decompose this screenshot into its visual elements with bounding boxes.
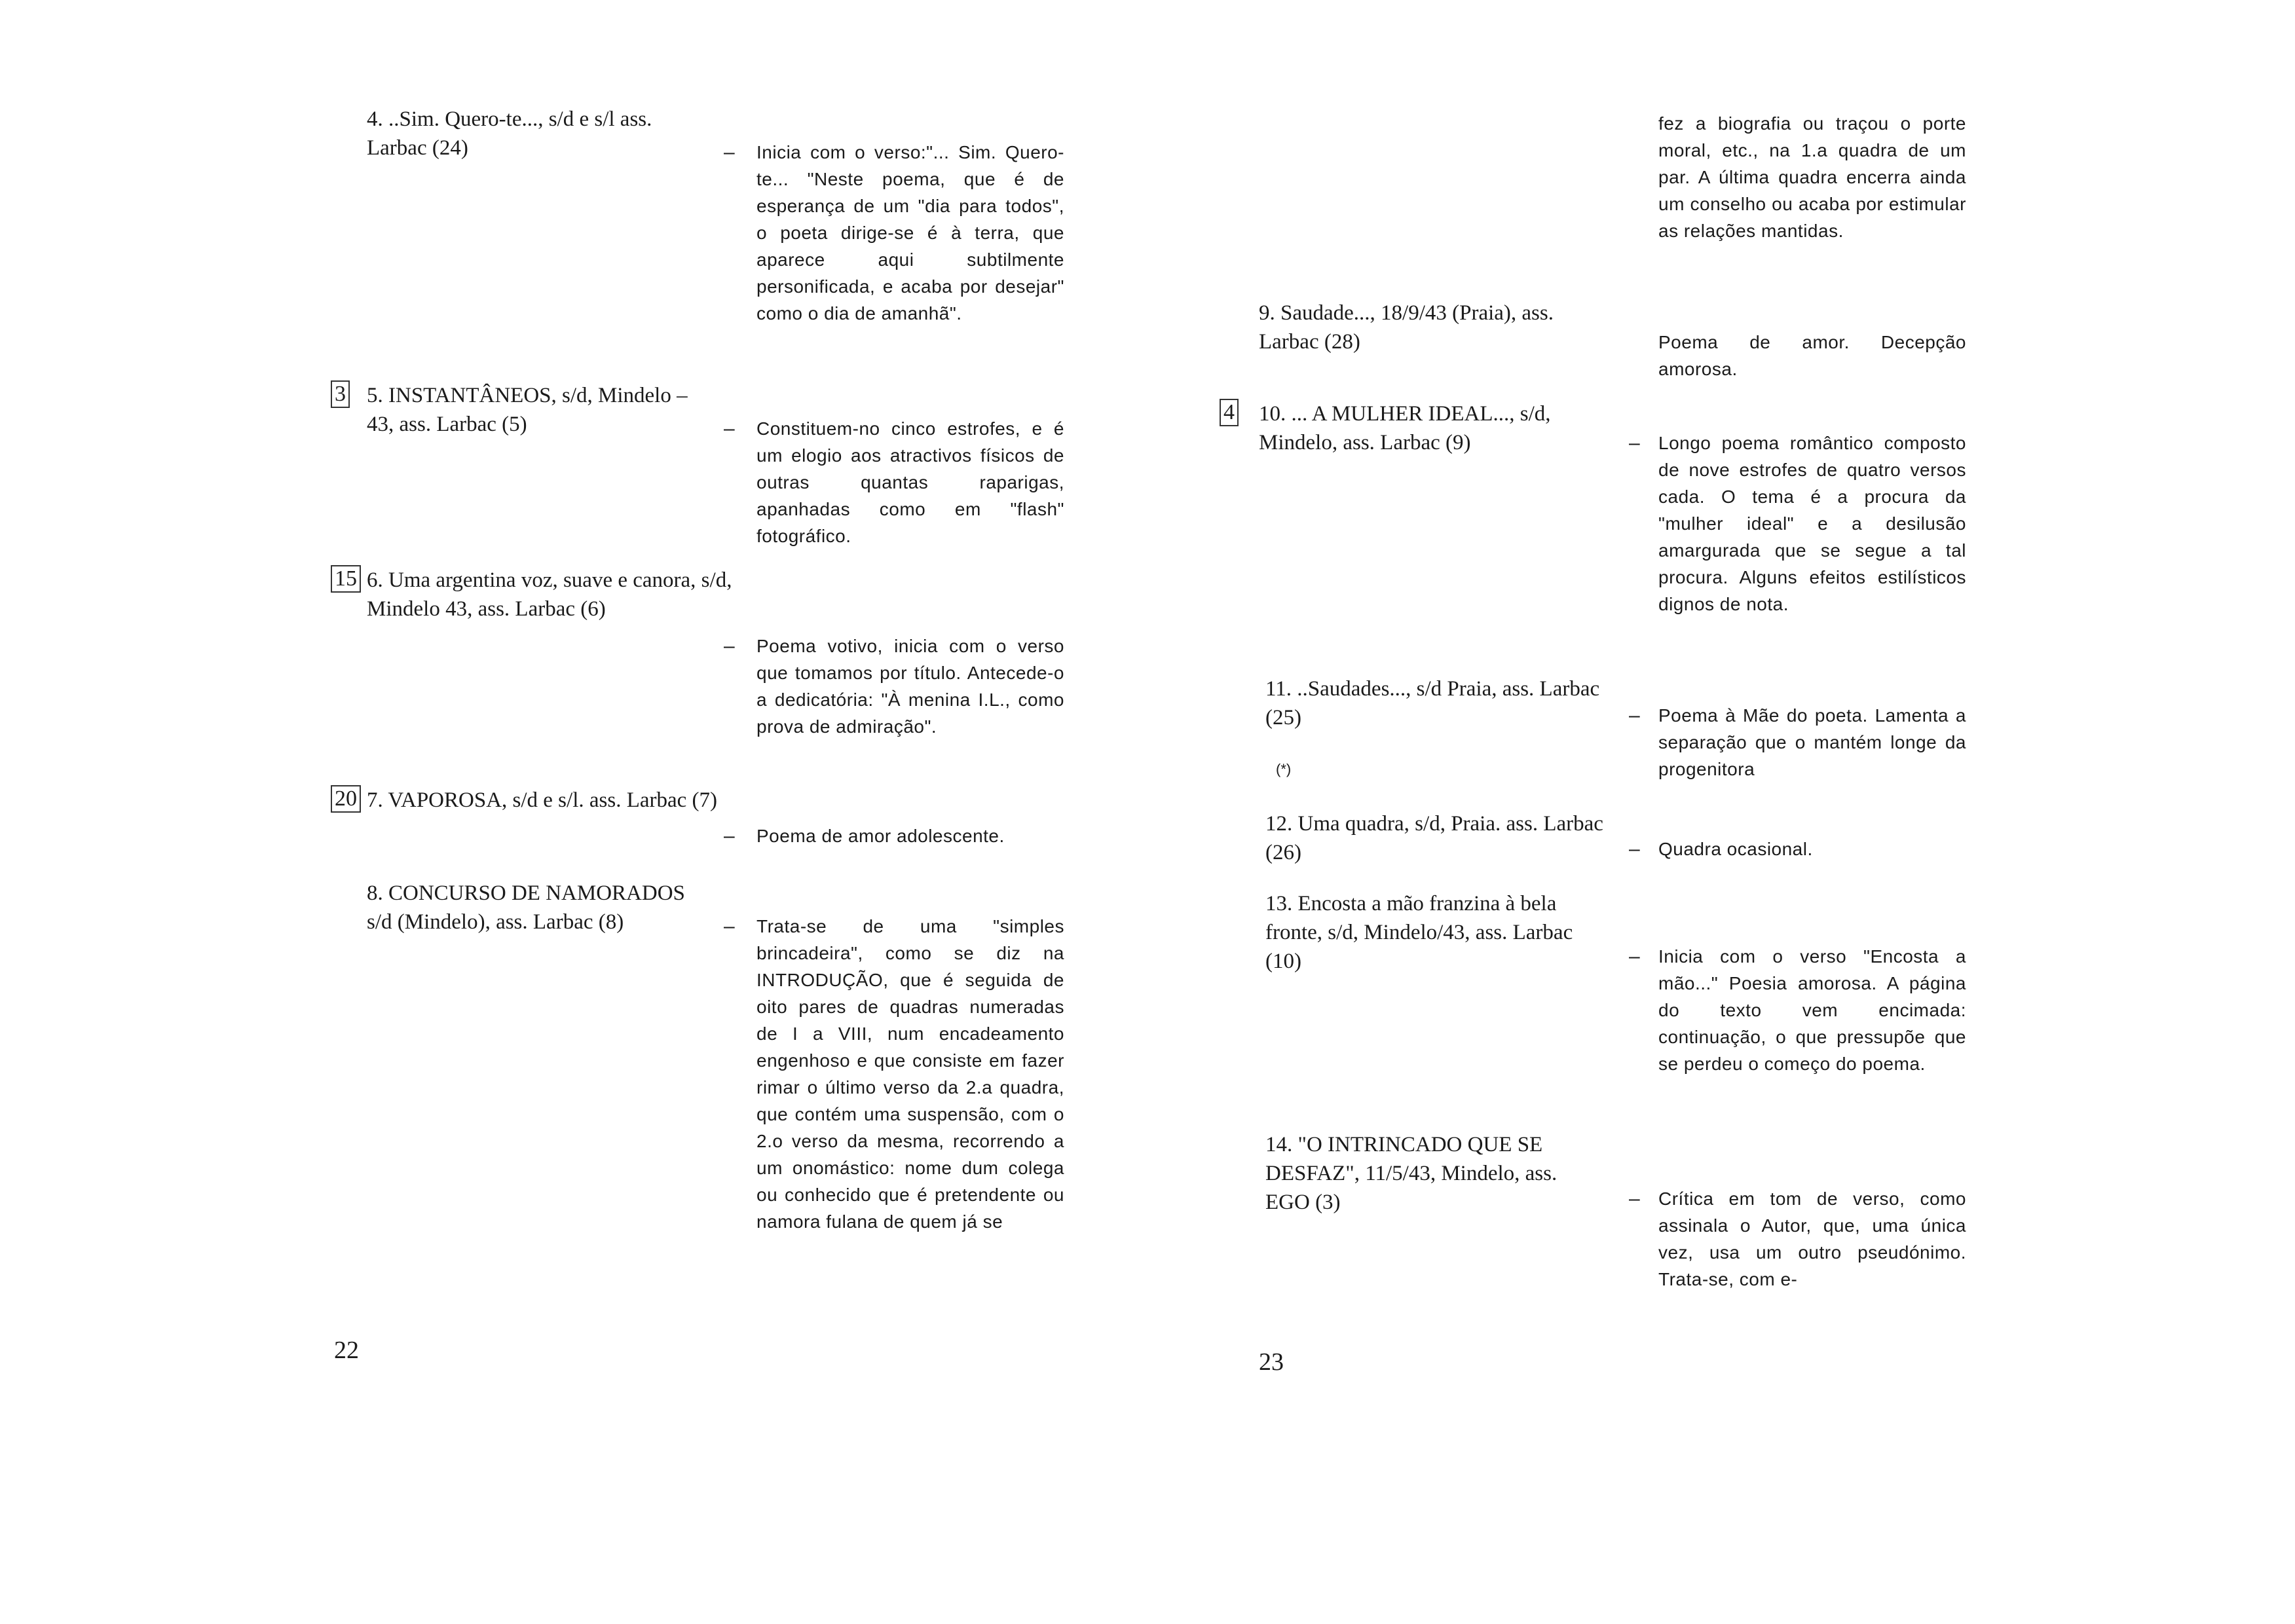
entry-description: Poema de amor. Decepção amorosa. [1658, 332, 1966, 379]
entry-description: Constituem-no cinco estrofes, e é um elogio aos atractivos físicos de outras quantas raparigas, apanhadas como em "flash" fotográfico. [756, 418, 1064, 546]
entry-code-box: 20 [331, 784, 361, 813]
entry-dash: – [1629, 705, 1640, 726]
entry-title: 6. Uma argentina voz, suave e canora, s/d, Mindelo 43, ass. Larbac (6) [367, 568, 732, 621]
entry-description: Inicia com o verso "Encosta a mão..." Poesia amorosa. A página do texto vem encimada: continuação, o que pressupõe que se perdeu o começo do poema. [1658, 946, 1966, 1074]
entry-dash: – [724, 635, 735, 657]
entry-title: 13. Encosta a mão franzina à bela fronte, s/d, Mindelo/43, ass. Larbac (10) [1265, 892, 1573, 973]
entry-title: 11. ..Saudades..., s/d Praia, ass. Larbac (25) [1265, 677, 1600, 729]
entry-description: Poema à Mãe do poeta. Lamenta a separação que o mantém longe da progenitora [1658, 705, 1966, 779]
entry-code-box: 4 [1220, 398, 1239, 427]
entry-description: Inicia com o verso:"... Sim. Quero-te... "Neste poema, que é de esperança de um "dia para todos", o poeta dirige-se é à terra, que aparece aqui subtilmente personificada, e acaba por desejar" como o dia de amanhã". [756, 142, 1064, 323]
entry-description: Quadra ocasional. [1658, 839, 1813, 859]
entry-dash: – [1629, 946, 1640, 967]
entry-code-box: 3 [331, 380, 350, 409]
entry-description: Poema votivo, inicia com o verso que tomamos por título. Antecede-o a dedicatória: "À menina I.L., como prova de admiração". [756, 636, 1064, 737]
entry-dash: – [1629, 1188, 1640, 1209]
entry-title: 7. VAPOROSA, s/d e s/l. ass. Larbac (7) [367, 788, 718, 812]
entry-description: Crítica em tom de verso, como assinala o Autor, que, uma única vez, usa um outro pseudónimo. Trata-se, com e- [1658, 1189, 1966, 1289]
page-number: 22 [334, 1337, 359, 1364]
entry-dash: – [724, 825, 735, 847]
entry-title: 12. Uma quadra, s/d, Praia. ass. Larbac (26) [1265, 812, 1603, 864]
right-page [1148, 0, 2295, 1624]
footnote-marker: (*) [1276, 761, 1292, 777]
entry-title: 10. ... A MULHER IDEAL..., s/d, Mindelo, ass. Larbac (9) [1259, 402, 1551, 454]
entry-title: 14. "O INTRINCADO QUE SE DESFAZ", 11/5/43, Mindelo, ass. EGO (3) [1265, 1133, 1558, 1214]
entry-title: 5. INSTANTÂNEOS, s/d, Mindelo –43, ass. Larbac (5) [367, 384, 688, 436]
entry-dash: – [1629, 432, 1640, 454]
entry-dash: – [1629, 838, 1640, 860]
continuation-text: fez a biografia ou traçou o porte moral, etc., na 1.a quadra de um par. A última quadra encerra ainda um conselho ou acaba por estimular as relações mantidas. [1658, 113, 1966, 241]
entry-title: 8. CONCURSO DE NAMORADOS s/d (Mindelo), ass. Larbac (8) [367, 881, 685, 934]
entry-code-box: 15 [331, 564, 361, 593]
entry-description: Longo poema romântico composto de nove estrofes de quatro versos cada. O tema é a procura da "mulher ideal" e a desilusão amargurada que se segue a tal procura. Alguns efeitos estilísticos dignos de nota. [1658, 433, 1966, 614]
entry-dash: – [724, 418, 735, 439]
page-number: 23 [1259, 1348, 1284, 1376]
entry-title: 4. ..Sim. Quero-te..., s/d e s/l ass. Larbac (24) [367, 107, 652, 160]
entry-description: Poema de amor adolescente. [756, 826, 1005, 846]
entry-dash: – [724, 915, 735, 937]
entry-title: 9. Saudade..., 18/9/43 (Praia), ass. Larbac (28) [1259, 301, 1554, 354]
entry-dash: – [724, 141, 735, 163]
entry-description: Trata-se de uma "simples brincadeira", como se diz na INTRODUÇÃO, que é seguida de oito pares de quadras numeradas de I a VIII, num encadeamento engenhoso e que consiste em fazer rimar o último verso da 2.a quadra, que contém uma suspensão, com o 2.o verso da mesma, recorrendo a um onomástico: nome dum colega ou conhecido que é pretendente ou namora fulana de quem já se [756, 916, 1064, 1232]
